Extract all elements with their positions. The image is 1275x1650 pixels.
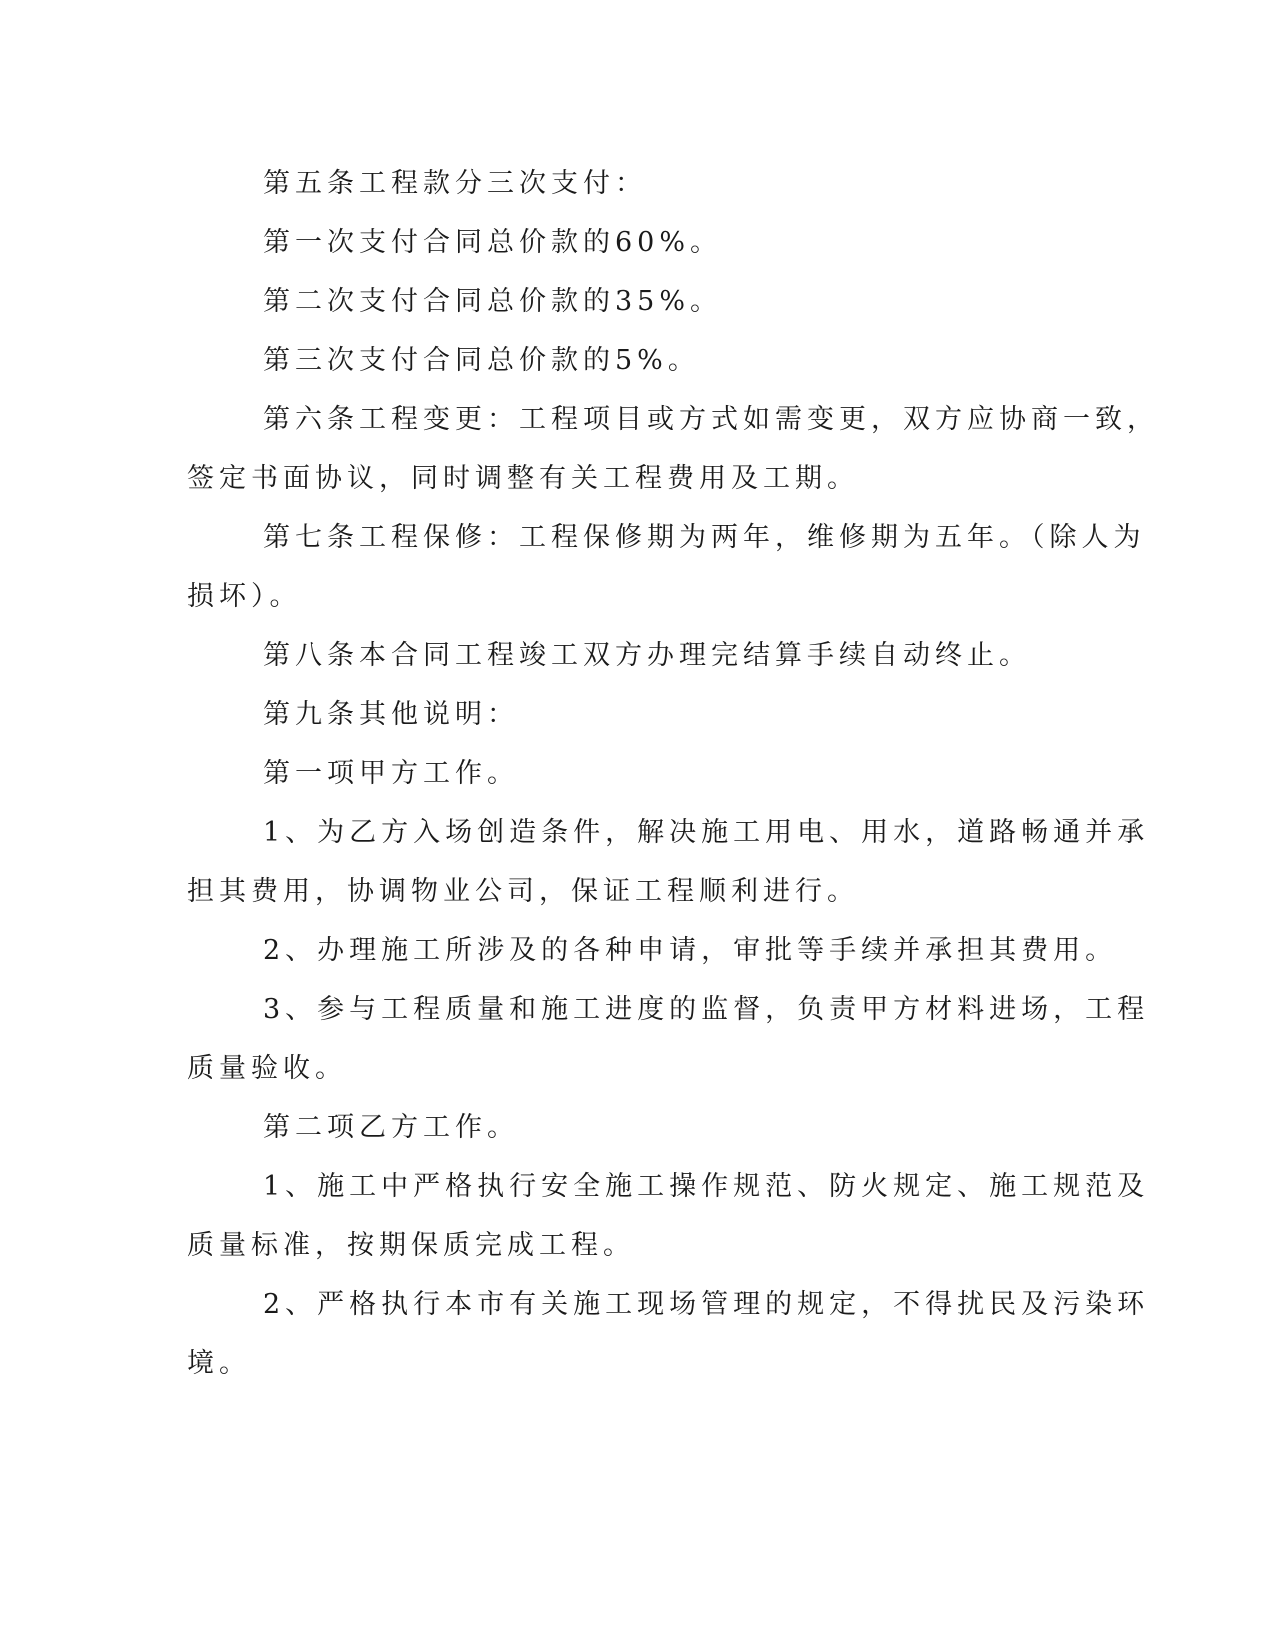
clause-7-line-2: 损坏）。 xyxy=(187,581,302,612)
payment-second: 第二次支付合同总价款的35%。 xyxy=(263,286,723,317)
clause-7-line-1: 第七条工程保修：工程保修期为两年，维修期为五年。（除人为 xyxy=(263,522,1146,553)
party-a-item-3-line-1: 3、参与工程质量和施工进度的监督，负责甲方材料进场，工程 xyxy=(263,994,1150,1025)
clause-6-line-2: 签定书面协议，同时调整有关工程费用及工期。 xyxy=(187,463,859,494)
party-b-item-2-line-1: 2、严格执行本市有关施工现场管理的规定，不得扰民及污染环 xyxy=(263,1289,1150,1320)
party-a-heading: 第一项甲方工作。 xyxy=(263,758,519,789)
party-b-item-2-line-2: 境。 xyxy=(187,1348,251,1379)
party-b-heading: 第二项乙方工作。 xyxy=(263,1112,519,1143)
clause-9-heading: 第九条其他说明： xyxy=(263,699,519,730)
party-a-item-2: 2、办理施工所涉及的各种申请，审批等手续并承担其费用。 xyxy=(263,935,1118,966)
payment-first: 第一次支付合同总价款的60%。 xyxy=(263,227,723,258)
clause-8: 第八条本合同工程竣工双方办理完结算手续自动终止。 xyxy=(263,640,1031,671)
party-a-item-1-line-2: 担其费用，协调物业公司，保证工程顺利进行。 xyxy=(187,876,859,907)
clause-5-heading: 第五条工程款分三次支付： xyxy=(263,168,647,199)
party-a-item-1-line-1: 1、为乙方入场创造条件，解决施工用电、用水，道路畅通并承 xyxy=(263,817,1150,848)
party-a-item-3-line-2: 质量验收。 xyxy=(187,1053,347,1084)
clause-6-line-1: 第六条工程变更：工程项目或方式如需变更，双方应协商一致， xyxy=(263,404,1159,435)
payment-third: 第三次支付合同总价款的5%。 xyxy=(263,345,700,376)
party-b-item-1-line-1: 1、施工中严格执行安全施工操作规范、防火规定、施工规范及 xyxy=(263,1171,1150,1202)
party-b-item-1-line-2: 质量标准，按期保质完成工程。 xyxy=(187,1230,635,1261)
